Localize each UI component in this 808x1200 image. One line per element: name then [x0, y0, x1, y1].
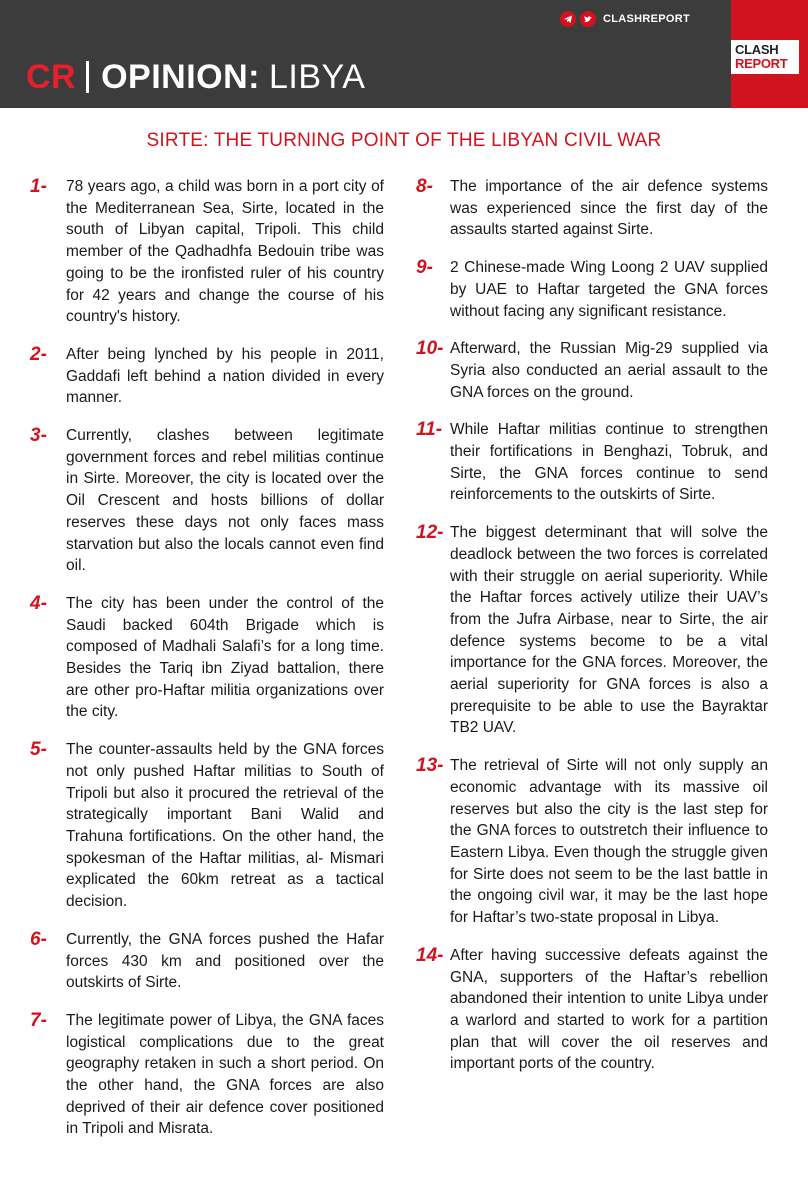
item-text: 78 years ago, a child was born in a port city of the Mediterranean Sea, Sirte, located in the south of Libyan capital, Tripoli. This child member of the Qadhadhfa Bedouin tribe was going to be the ironfisted ruler of his country for 42 years and change the course of his country's history.: [66, 178, 384, 326]
item-text: The city has been under the control of the Saudi backed 604th Brigade which is composed of Madhali Salafi’s for a long time. Besides the Tariq ibn Ziyad battalion, there are other pro-Haftar militia organizations over the city.: [66, 594, 384, 721]
item-text: The legitimate power of Libya, the GNA faces logistical complications due to the great geography retaken in such a short period. On the other hand, the GNA forces are also deprived of their air defence cover positioned in Tripoli and Misrata.: [66, 1011, 384, 1138]
list-item: [416, 945, 768, 1075]
item-text: Afterward, the Russian Mig-29 supplied via Syria also conducted an aerial assault to the GNA forces on the ground.: [450, 340, 768, 401]
list-item: [416, 419, 768, 506]
list-item: [30, 176, 384, 328]
item-number: 12-: [416, 522, 444, 544]
item-number: 1-: [30, 176, 47, 197]
list-item: [416, 338, 768, 403]
social-handle: CLASHREPORT: [603, 13, 691, 25]
list-item: [416, 257, 768, 322]
item-text: 2 Chinese-made Wing Loong 2 UAV supplied by UAE to Haftar targeted the GNA forces without facing any significant resistance.: [450, 259, 768, 320]
social-bar: [560, 10, 690, 28]
item-text: The counter-assaults held by the GNA forces not only pushed Haftar militias to South of Tripoli but also it procured the retrieval of the strategically important Bani Walid and Trahuna fortifications. On the other hand, the spokesman of the Haftar militias, al- Mismari explicated the 60km retreat as a tactical decision.: [66, 741, 384, 911]
item-number: 5-: [30, 739, 47, 761]
item-number: 3-: [30, 425, 47, 447]
list-item: [30, 929, 384, 994]
logo-word-report: REPORT: [735, 56, 788, 71]
section-label: OPINION:: [101, 57, 261, 96]
item-number: 11-: [416, 419, 443, 441]
list-item: [30, 739, 384, 913]
twitter-icon[interactable]: [580, 11, 596, 27]
topic-label: LIBYA: [269, 57, 366, 96]
left-column: [30, 176, 384, 1156]
brand-abbrev: CR: [26, 57, 77, 96]
clash-report-logo: [731, 0, 808, 108]
item-text: After being lynched by his people in 2011, Gaddafi left behind a nation divided in every manner.: [66, 345, 384, 407]
list-item: [416, 755, 768, 929]
list-item: [30, 1010, 384, 1140]
item-text: Currently, clashes between legitimate government forces and rebel militias continue in Sirte. Moreover, the city is located over the Oil Crescent and hosts billions of dollar reserves these days not only faces mass starvation but also the locals cannot even find oil.: [66, 427, 384, 575]
article-title: SIRTE: THE TURNING POINT OF THE LIBYAN CIVIL WAR: [146, 130, 662, 151]
list-item: [416, 522, 768, 739]
list-item: [30, 344, 384, 409]
item-text: Currently, the GNA forces pushed the Hafar forces 430 km and positioned over the outskirts of Sirte.: [66, 930, 384, 992]
list-item: [416, 176, 768, 241]
header-banner: [0, 0, 808, 108]
title-separator: [86, 61, 89, 93]
item-number: 14-: [416, 944, 444, 966]
item-text: The importance of the air defence systems was experienced since the first day of the assaults started against Sirte.: [450, 178, 768, 239]
item-number: 4-: [30, 592, 47, 614]
right-column: [416, 176, 768, 1091]
item-number: 9-: [416, 257, 433, 279]
item-number: 8-: [416, 176, 433, 197]
page-title: [26, 52, 365, 102]
item-text: After having successive defeats against the GNA, supporters of the Haftar’s rebellion abandoned their intention to unite Libya under a warlord and started to work for a partition plan that will cover the oil reserves and important ports of the country.: [450, 946, 768, 1073]
item-number: 7-: [30, 1009, 47, 1031]
item-number: 2-: [30, 343, 47, 365]
item-text: The biggest determinant that will solve the deadlock between the two forces is correlated with their struggle on aerial superiority. While the Haftar forces actively utilize their UAV’s from the Jufra Airbase, near to Sirte, the air defence systems become to be a vital importance for the GNA forces. Moreover, the aerial superiority for GNA forces is also a prerequisite to be able to use the Bayraktar TB2 UAV.: [450, 524, 768, 737]
item-number: 13-: [416, 755, 444, 777]
list-item: [30, 425, 384, 577]
item-number: 6-: [30, 928, 47, 950]
telegram-icon[interactable]: [560, 11, 576, 27]
item-text: The retrieval of Sirte will not only supply an economic advantage with its massive oil reserves but also the city is the last step for the GNA forces to outstretch their influence to Eastern Libya. Even though the struggle given for Sirte does not seem to be the last battle in the ongoing civil war, it may be the last hope for Haftar’s two-state proposal in Libya.: [450, 757, 768, 927]
item-number: 10-: [416, 338, 444, 360]
logo-word-clash: CLASH: [735, 42, 779, 57]
item-text: While Haftar militias continue to strengthen their fortifications in Benghazi, Tobruk, and Sirte, the GNA forces continue to send reinforcements to the outskirts of Sirte.: [450, 421, 768, 504]
list-item: [30, 593, 384, 723]
